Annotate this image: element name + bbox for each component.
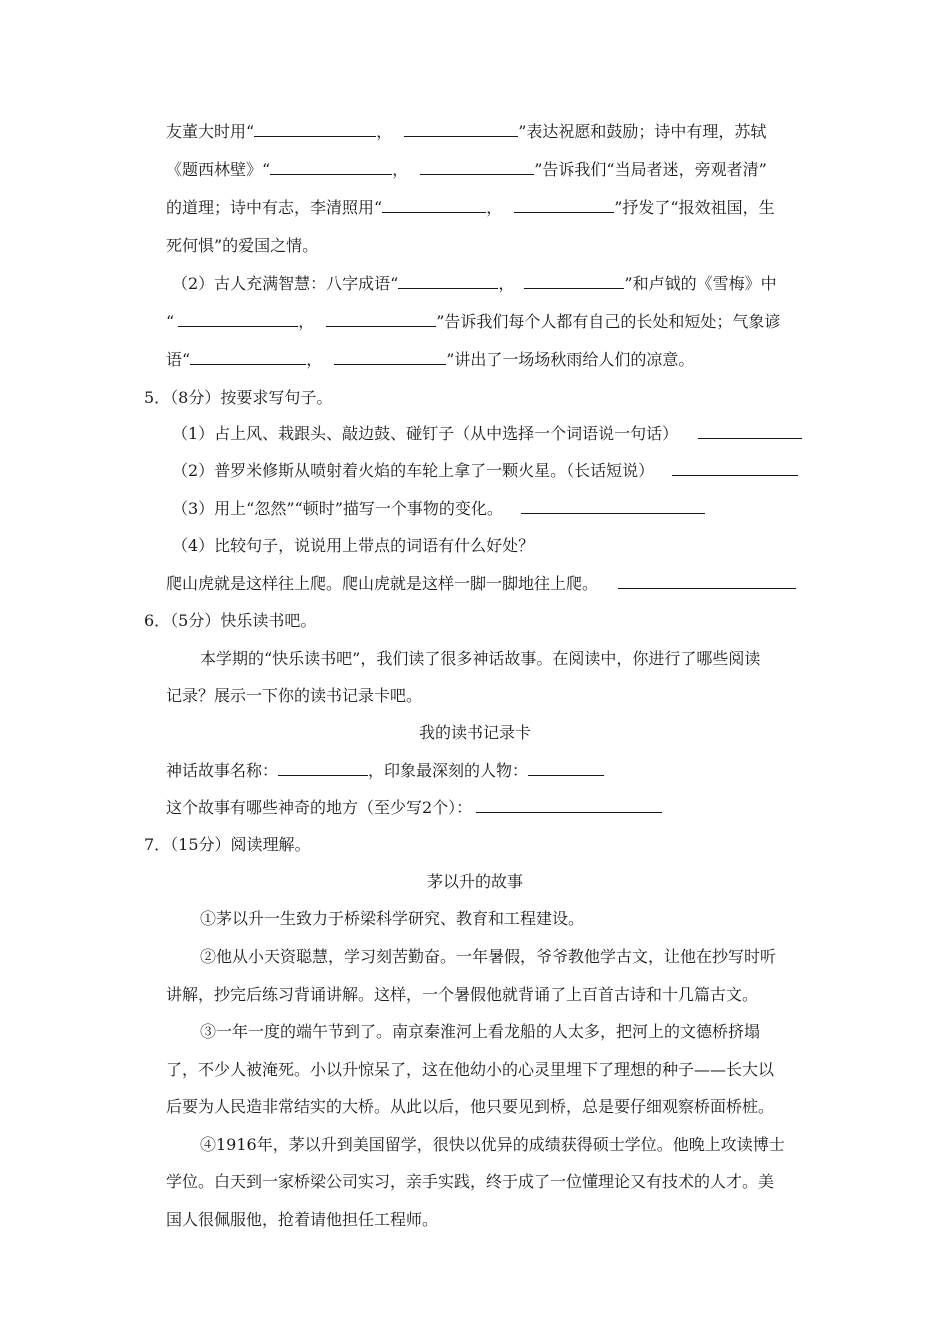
q4-part2-line2	[166, 312, 780, 332]
q4-line1	[166, 122, 766, 142]
q4-part2-line1	[172, 274, 777, 294]
passage-para4-line2: 学位。白天到一家桥梁公司实习，亲手实践，终于成了一位懂理论又有技术的人才。美	[166, 1172, 775, 1191]
comma: ，	[392, 160, 409, 179]
myth-name-blank[interactable]	[278, 761, 368, 776]
q7-heading: 7．（15分）阅读理解。	[144, 835, 311, 854]
q4-p2-text-b: ”和卢钺的《雪梅》中	[624, 274, 777, 293]
answer-blank[interactable]	[270, 160, 392, 175]
q4-line3-text-a: 的道理；诗中有志，李清照用“	[166, 198, 383, 217]
q5-item4: （4）比较句子，说说用上带点的词语有什么好处？	[172, 536, 535, 555]
answer-blank[interactable]	[698, 424, 802, 439]
q6-intro-line2: 记录？展示一下你的读书记录卡吧。	[166, 686, 423, 705]
q5-item1	[172, 424, 802, 444]
impressive-character-blank[interactable]	[528, 761, 604, 776]
comma: ，	[486, 198, 503, 217]
answer-blank[interactable]	[190, 350, 306, 365]
comma: ，	[306, 350, 323, 369]
q4-part2-line3	[166, 350, 694, 370]
answer-blank[interactable]	[178, 312, 298, 327]
magic-places-label: 这个故事有哪些神奇的地方（至少写2个）：	[166, 798, 473, 817]
q4-line2	[166, 160, 767, 180]
answer-blank[interactable]	[404, 122, 518, 137]
answer-blank[interactable]	[521, 499, 705, 514]
q5-item1-text: （1）占上风、栽跟头、敲边鼓、碰钉子（从中选择一个词语说一句话）	[172, 424, 679, 443]
q6-heading: 6．（5分）快乐读书吧。	[144, 611, 317, 630]
comma: ，	[298, 312, 315, 331]
magic-places-blank[interactable]	[476, 798, 662, 813]
q4-line1-text-b: ”表达祝愿和鼓励；诗中有理，苏轼	[518, 122, 767, 141]
passage-para3-line1: ③一年一度的端午节到了。南京秦淮河上看龙船的人太多，把河上的文德桥挤塌	[200, 1022, 761, 1041]
passage-para3-line2: 了，不少人被淹死。小以升惊呆了，这在他幼小的心灵里埋下了理想的种子——长大以	[166, 1060, 775, 1079]
answer-blank[interactable]	[420, 160, 534, 175]
answer-blank[interactable]	[672, 461, 798, 476]
answer-blank[interactable]	[334, 350, 446, 365]
q6-intro-line1: 本学期的“快乐读书吧”，我们读了很多神话故事。在阅读中，你进行了哪些阅读	[200, 649, 761, 668]
q4-line1-text-a: 友董大时用“	[166, 122, 255, 141]
answer-blank[interactable]	[382, 198, 486, 213]
q4-line2-text-a: 《题西林壁》“	[166, 160, 271, 179]
comma: ，	[376, 122, 393, 141]
myth-name-label: 神话故事名称：	[166, 761, 279, 780]
q5-item2	[172, 461, 798, 481]
passage-title: 茅以升的故事	[426, 872, 523, 891]
passage-para4-line1: ④1916年，茅以升到美国留学，很快以优异的成绩获得硕士学位。他晚上攻读博士	[200, 1135, 785, 1154]
q4-line2-text-b: ”告诉我们“当局者迷，旁观者清”	[534, 160, 767, 179]
q4-p2-text-a: （2）古人充满智慧：八字成语“	[172, 274, 399, 293]
answer-blank[interactable]	[618, 574, 796, 589]
passage-para1: ①茅以升一生致力于桥梁科学研究、教育和工程建设。	[200, 909, 585, 928]
q4-p2l2-text-a: “	[166, 312, 175, 331]
passage-para2-line2: 讲解，抄完后练习背诵讲解。这样，一个暑假他就背诵了上百首古诗和十几篇古文。	[166, 985, 759, 1004]
answer-blank[interactable]	[524, 274, 624, 289]
answer-blank[interactable]	[326, 312, 436, 327]
answer-blank[interactable]	[254, 122, 376, 137]
answer-blank[interactable]	[514, 198, 614, 213]
q4-p2l3-text-b: ”讲出了一场场秋雨给人们的凉意。	[446, 350, 695, 369]
q4-line4: 死何惧”的爱国之情。	[166, 236, 319, 255]
q5-item4-sentence-text: 爬山虎就是这样往上爬。爬山虎就是这样一脚一脚地往上爬。	[166, 574, 599, 593]
reading-card-row1	[166, 761, 604, 781]
passage-para4-line3: 国人很佩服他，抢着请他担任工程师。	[166, 1210, 439, 1229]
reading-card-row2	[166, 798, 662, 818]
q4-p2l2-text-b: ”告诉我们每个人都有自己的长处和短处；气象谚	[436, 312, 781, 331]
q5-item3	[172, 499, 705, 519]
comma: ，	[498, 274, 515, 293]
passage-para2-line1: ②他从小天资聪慧，学习刻苦勤奋。一年暑假，爷爷教他学古文，让他在抄写时听	[200, 947, 777, 966]
impressive-character-label: ，印象最深刻的人物：	[368, 761, 529, 780]
q4-line3	[166, 198, 775, 218]
q5-item2-text: （2）普罗米修斯从喷射着火焰的车轮上拿了一颗火星。（长话短说）	[172, 461, 655, 480]
answer-blank[interactable]	[398, 274, 498, 289]
reading-card-title: 我的读书记录卡	[418, 723, 531, 742]
q4-p2l3-text-a: 语“	[166, 350, 191, 369]
q5-item4-sentence	[166, 574, 796, 594]
q5-heading: 5．（8分）按要求写句子。	[144, 388, 333, 407]
passage-para3-line3: 后要为人民造非常结实的大桥。从此以后，他只要见到桥，总是要仔细观察桥面桥桩。	[166, 1097, 775, 1116]
q5-item3-text: （3）用上“忽然”“顿时”描写一个事物的变化。	[172, 499, 503, 518]
q4-line3-text-b: ”抒发了“报效祖国，生	[614, 198, 775, 217]
